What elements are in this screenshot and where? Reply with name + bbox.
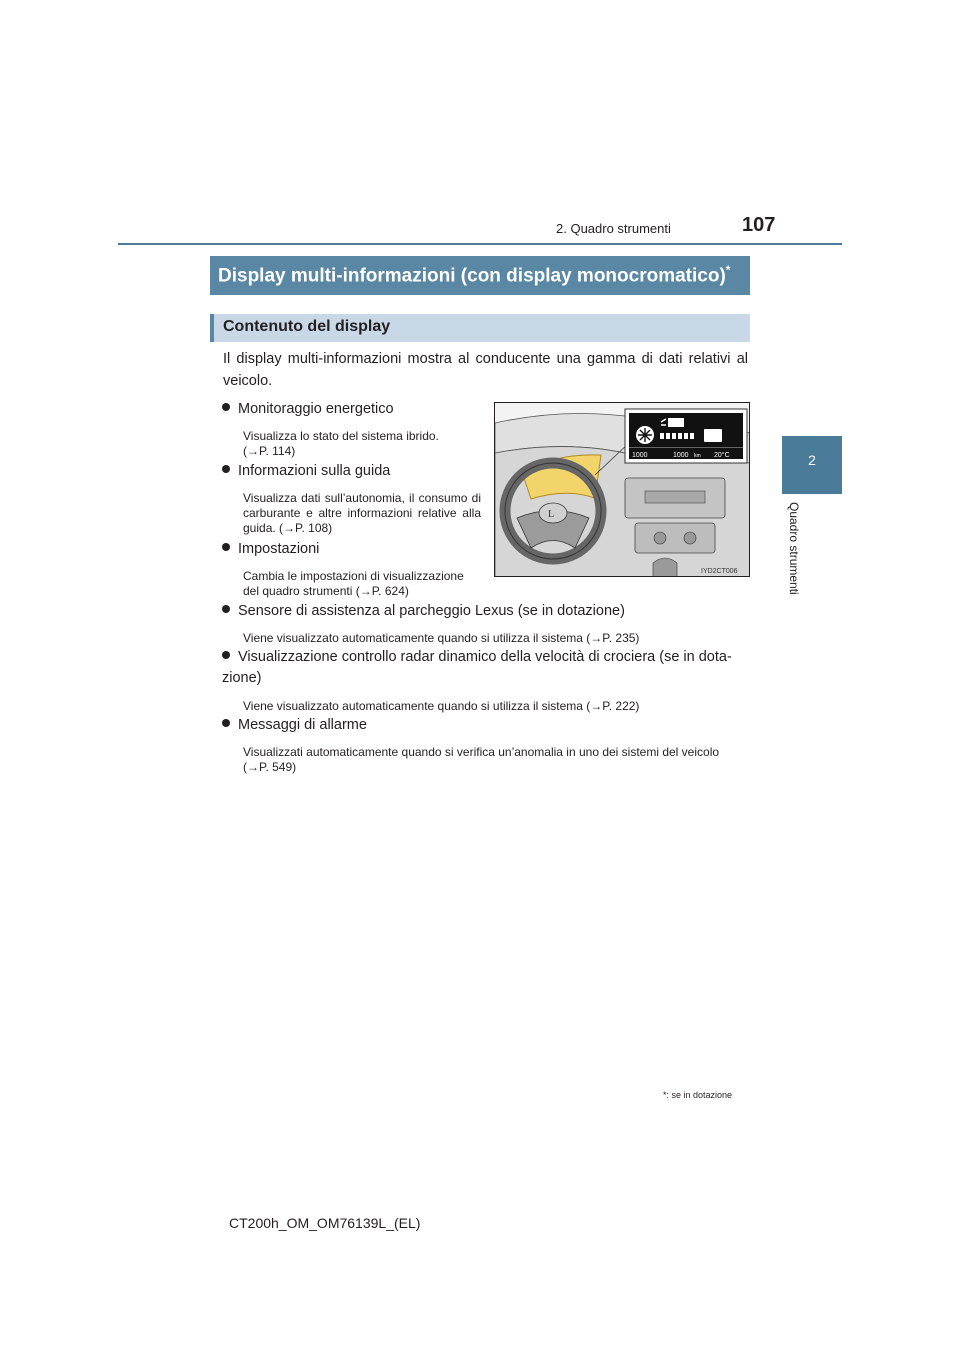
figure-code: IYD2CT006 — [701, 568, 738, 575]
display-unit: km — [694, 453, 701, 459]
display-odometer: 1000 — [632, 452, 648, 459]
bullet-icon — [222, 403, 230, 411]
item-title: Informazioni sulla guida — [238, 463, 391, 479]
item-description: Viene visualizzato automaticamente quando si utilizza il sistema (→P. 235) — [243, 631, 640, 645]
section-heading-title: Display multi-informazioni (con display monocromatico) — [218, 265, 726, 287]
item-title: Visualizzazione controllo radar dinamico della velocità di crociera (se in dota-zione) — [222, 649, 732, 686]
svg-text:L: L — [548, 509, 555, 520]
intro-paragraph: Il display multi-informazioni mostra al conducente una gamma di dati relativi al veicolo. — [223, 351, 748, 389]
item-description: Visualizzati automaticamente quando si verifica un’anomalia in uno dei sistemi del veicolo (→P. 549) — [243, 745, 720, 774]
chapter-tab — [782, 436, 842, 494]
item-title: Impostazioni — [238, 541, 320, 557]
bullet-icon — [222, 651, 230, 659]
subheading: Contenuto del display — [223, 318, 391, 335]
list-item — [222, 399, 394, 420]
list-item — [222, 647, 748, 689]
dashboard-drawing — [495, 403, 750, 577]
item-title: Monitoraggio energetico — [238, 401, 394, 417]
bullet-icon — [222, 719, 230, 727]
item-title: Messaggi di allarme — [238, 717, 367, 733]
bullet-icon — [222, 465, 230, 473]
subheading-bar — [210, 314, 750, 342]
chapter-tab-label: Quadro strumenti — [787, 502, 801, 595]
optional-marker: * — [725, 263, 731, 277]
header-rule — [118, 243, 842, 245]
bullet-icon — [222, 543, 230, 551]
item-description: Visualizza lo stato del sistema ibrido. (→P. 114) — [243, 429, 439, 458]
document-code: CT200h_OM_OM76139L_(EL) — [229, 1215, 421, 1231]
page-number: 107 — [742, 214, 776, 236]
section-heading-bar — [210, 256, 750, 295]
item-description: Cambia le impostazioni di visualizzazione del quadro strumenti (→P. 624) — [243, 569, 464, 598]
item-description: Viene visualizzato automaticamente quando si utilizza il sistema (→P. 222) — [243, 699, 640, 713]
item-description: Visualizza dati sull’autonomia, il consumo di carburante e altre informazioni relative alla guida. (→P. 108) — [243, 491, 481, 535]
chapter-tab-number: 2 — [808, 452, 816, 468]
dashboard-illustration — [494, 402, 750, 577]
display-temperature: 20°C — [714, 452, 730, 459]
bullet-icon — [222, 605, 230, 613]
list-item — [222, 601, 625, 622]
list-item — [222, 715, 367, 736]
footnote: *: se in dotazione — [663, 1090, 733, 1100]
section-heading — [218, 263, 730, 287]
list-item — [222, 539, 319, 560]
item-title: Sensore di assistenza al parcheggio Lexus (se in dotazione) — [238, 603, 625, 619]
list-item — [222, 461, 390, 482]
running-header-section: 2. Quadro strumenti — [556, 221, 671, 236]
display-range: 1000 — [673, 452, 689, 459]
